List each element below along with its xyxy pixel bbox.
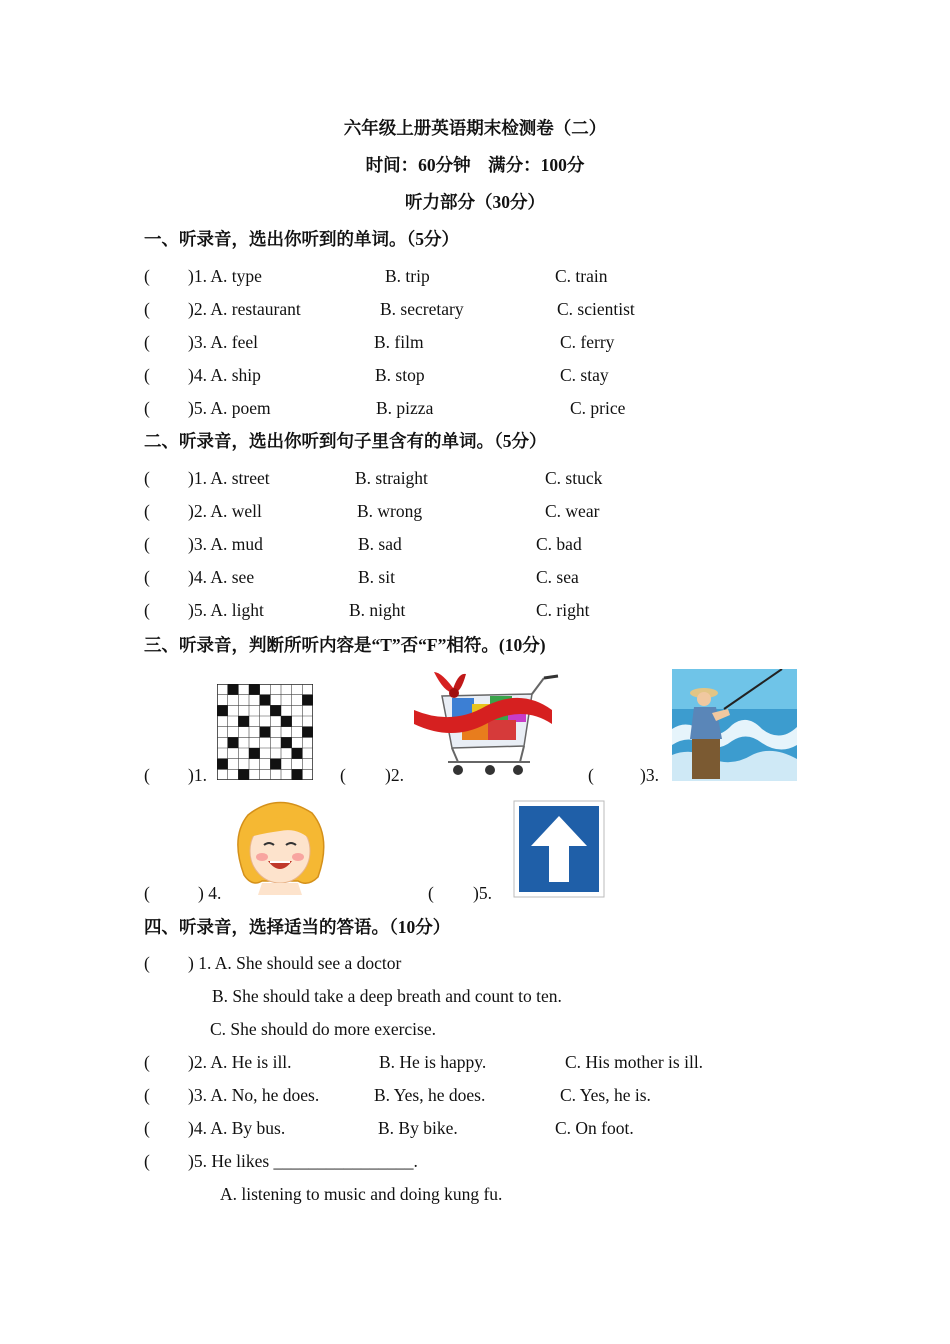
q1-option-a: ) 1. A. She should see a doctor [188, 953, 402, 973]
item-a: )2. A. well [188, 501, 262, 521]
paren: ( [144, 398, 150, 418]
paren: ( [144, 299, 150, 319]
picture-1-label: )1. [188, 765, 207, 785]
smiling-girl-icon [228, 797, 332, 897]
item-c: C. On foot. [555, 1118, 634, 1138]
item-a: )4. A. By bus. [188, 1118, 286, 1138]
paren: ( [428, 883, 434, 903]
item-b: B. sad [358, 534, 402, 554]
paren: ( [144, 468, 150, 488]
item-c: C. His mother is ill. [565, 1052, 704, 1072]
item-b: B. straight [355, 468, 428, 488]
item-b: B. wrong [357, 501, 423, 521]
item-b: B. pizza [376, 398, 434, 418]
item-b: B. He is happy. [379, 1052, 487, 1072]
item-a: )4. A. ship [188, 365, 261, 385]
go-straight-sign-icon [513, 800, 605, 898]
paren: ( [144, 534, 150, 554]
picture-3-label: )3. [640, 765, 659, 785]
item-c: C. wear [545, 501, 600, 521]
section-1-heading: 一、听录音，选出你听到的单词。（5分） [144, 229, 459, 249]
q5-option-a: A. listening to music and doing kung fu. [220, 1184, 503, 1204]
section-3-heading: 三、听录音，判断所听内容是“T”否“F”相符。(10分) [144, 635, 546, 655]
crossword-puzzle-icon [217, 684, 313, 780]
paren: ( [588, 765, 594, 785]
item-c: C. stay [560, 365, 609, 385]
listening-header: 听力部分（30分） [405, 192, 545, 212]
paren: ( [144, 501, 150, 521]
paren: ( [144, 765, 150, 785]
shopping-cart-gifts-icon [412, 666, 560, 780]
item-c: C. price [570, 398, 626, 418]
paren: ( [144, 1052, 150, 1072]
item-c: C. sea [536, 567, 579, 587]
paren: ( [144, 953, 150, 973]
item-b: B. stop [375, 365, 425, 385]
paren: ( [144, 600, 150, 620]
section-2-heading: 二、听录音，选出你听到句子里含有的单词。（5分） [144, 431, 547, 451]
q1-option-c: C. She should do more exercise. [210, 1019, 436, 1039]
picture-5-label: )5. [473, 883, 492, 903]
page-subtitle: 时间：60分钟 满分：100分 [365, 155, 585, 175]
item-a: )5. A. poem [188, 398, 271, 418]
item-a: )4. A. see [188, 567, 255, 587]
section-4-heading: 四、听录音，选择适当的答语。（10分） [144, 917, 451, 937]
item-b: B. By bike. [378, 1118, 458, 1138]
paren: ( [144, 266, 150, 286]
q5-stem: )5. He likes ________________. [188, 1151, 418, 1171]
picture-2-label: )2. [385, 765, 404, 785]
item-a: )5. A. light [188, 600, 264, 620]
item-a: )2. A. restaurant [188, 299, 301, 319]
item-b: B. trip [385, 266, 430, 286]
item-a: )3. A. feel [188, 332, 258, 352]
item-c: C. bad [536, 534, 582, 554]
picture-4-label: ) 4. [198, 883, 222, 903]
item-c: C. train [555, 266, 608, 286]
q1-option-b: B. She should take a deep breath and count to ten. [212, 986, 562, 1006]
item-c: C. Yes, he is. [560, 1085, 651, 1105]
item-c: C. ferry [560, 332, 615, 352]
item-c: C. right [536, 600, 590, 620]
item-a: )2. A. He is ill. [188, 1052, 292, 1072]
paren: ( [144, 1118, 150, 1138]
paren: ( [144, 567, 150, 587]
item-b: B. Yes, he does. [374, 1085, 486, 1105]
item-b: B. night [349, 600, 406, 620]
page-title: 六年级上册英语期末检测卷（二） [343, 118, 607, 138]
item-a: )1. A. street [188, 468, 270, 488]
item-a: )1. A. type [188, 266, 262, 286]
item-b: B. secretary [380, 299, 464, 319]
item-b: B. film [374, 332, 424, 352]
paren: ( [144, 332, 150, 352]
paren: ( [144, 1151, 150, 1171]
paren: ( [144, 365, 150, 385]
item-c: C. scientist [557, 299, 635, 319]
paren: ( [340, 765, 346, 785]
paren: ( [144, 1085, 150, 1105]
item-a: )3. A. No, he does. [188, 1085, 320, 1105]
fisherman-icon [672, 669, 797, 781]
item-a: )3. A. mud [188, 534, 263, 554]
item-b: B. sit [358, 567, 395, 587]
paren: ( [144, 883, 150, 903]
item-c: C. stuck [545, 468, 603, 488]
